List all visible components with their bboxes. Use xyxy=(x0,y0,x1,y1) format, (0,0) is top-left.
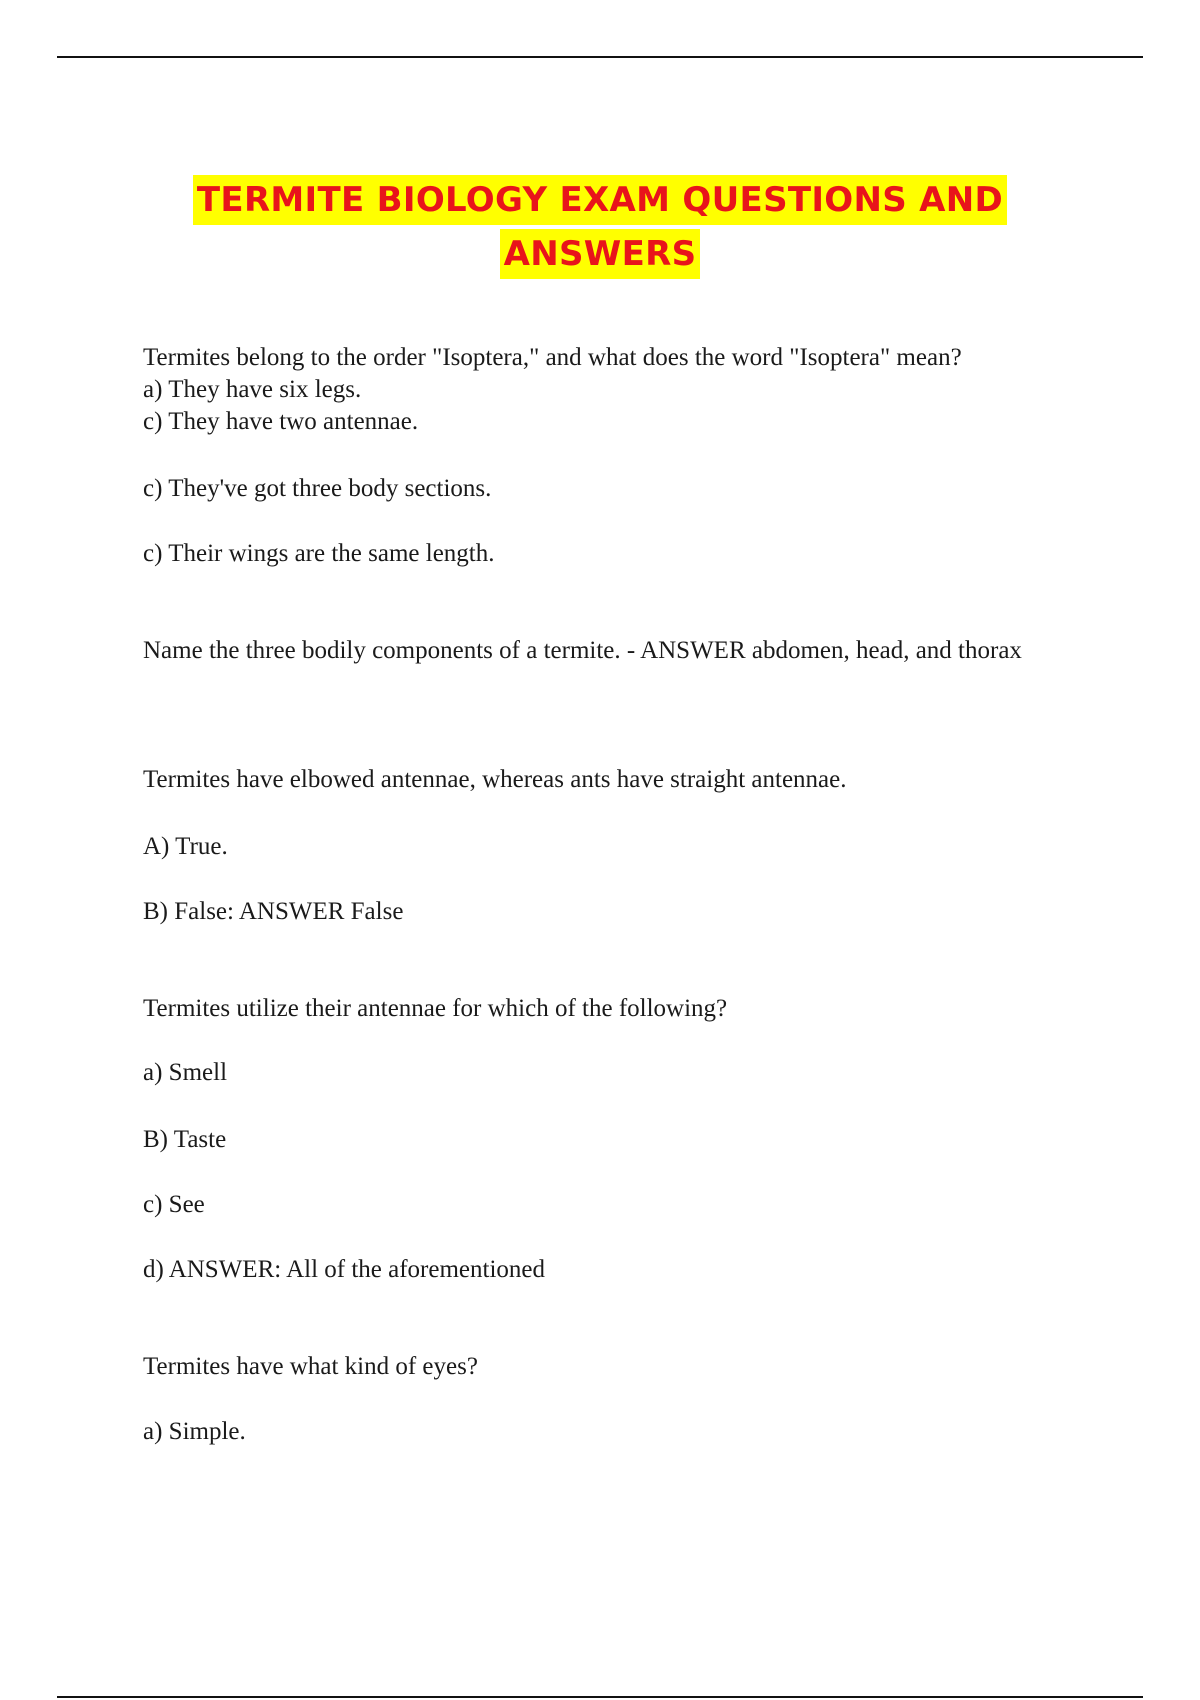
question-4-option-b: B) Taste xyxy=(143,1126,227,1153)
question-1-option-c-body: c) They've got three body sections. xyxy=(143,475,492,502)
title-line-1: TERMITE BIOLOGY EXAM QUESTIONS AND xyxy=(193,175,1007,225)
header-rule xyxy=(57,56,1143,58)
footer-rule xyxy=(57,1696,1143,1698)
question-4-option-d: d) ANSWER: All of the aforementioned xyxy=(143,1256,546,1283)
question-5-option-a: a) Simple. xyxy=(143,1418,246,1445)
question-2-text: Name the three bodily components of a termite. - ANSWER abdomen, head, and thorax xyxy=(143,637,1022,664)
question-3-option-a: A) True. xyxy=(143,833,228,860)
question-1-text: Termites belong to the order "Isoptera," and what does the word "Isoptera" mean? xyxy=(143,344,962,371)
question-4-option-c: c) See xyxy=(143,1191,205,1218)
question-4-text: Termites utilize their antennae for which of the following? xyxy=(143,995,728,1022)
question-1-option-c-antennae: c) They have two antennae. xyxy=(143,408,419,435)
title-line-2: ANSWERS xyxy=(500,229,701,279)
document-title xyxy=(0,175,1200,279)
question-1-option-c-wings: c) Their wings are the same length. xyxy=(143,540,495,567)
question-3-option-b: B) False: ANSWER False xyxy=(143,898,404,925)
question-1-option-a: a) They have six legs. xyxy=(143,376,362,403)
question-3-text: Termites have elbowed antennae, whereas ants have straight antennae. xyxy=(143,766,847,793)
question-5-text: Termites have what kind of eyes? xyxy=(143,1353,478,1380)
question-4-option-a: a) Smell xyxy=(143,1059,228,1086)
